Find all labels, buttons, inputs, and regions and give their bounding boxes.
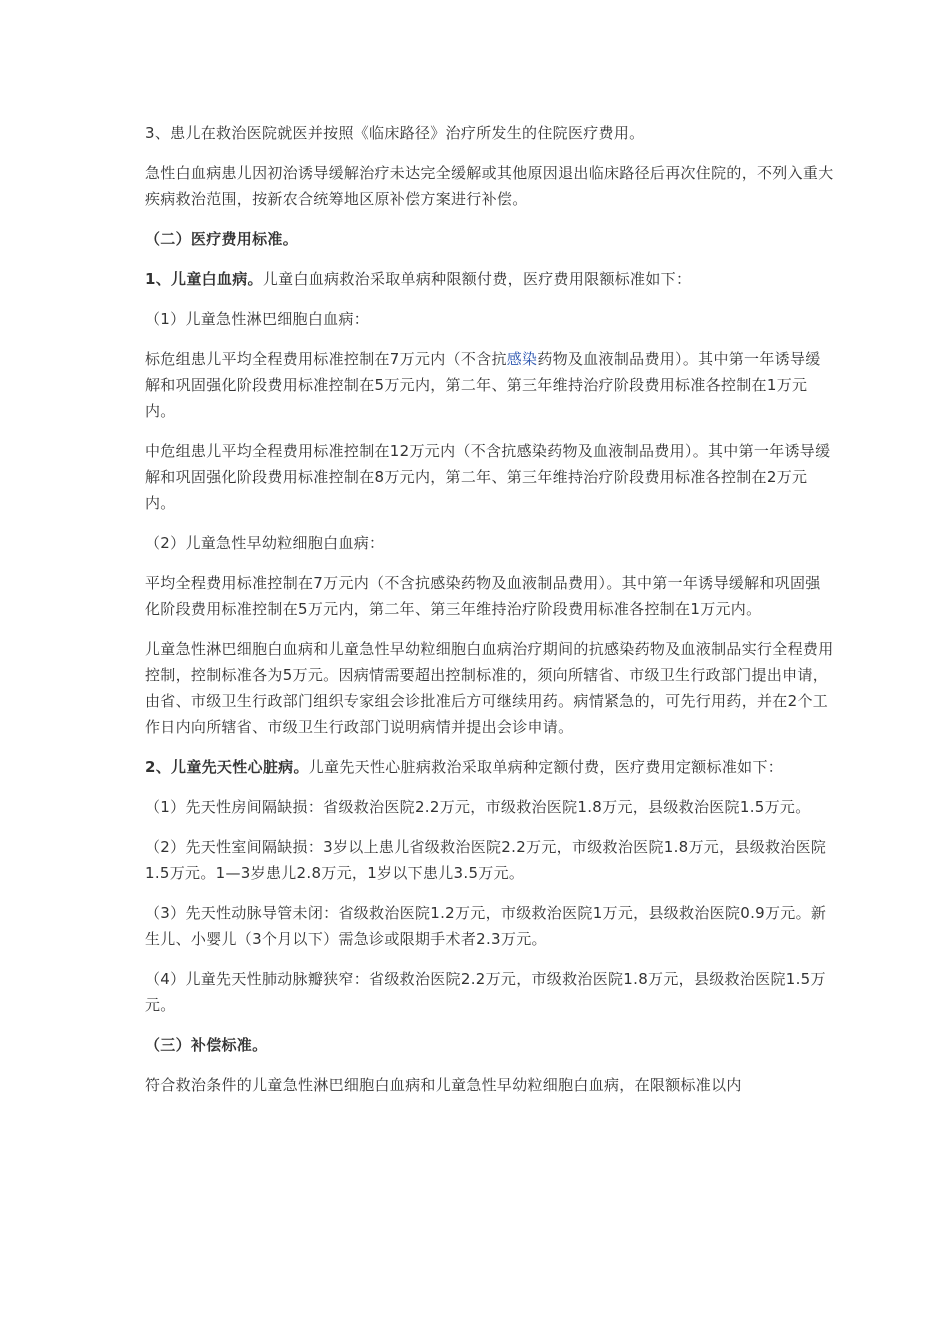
subheading-all: （1）儿童急性淋巴细胞白血病： xyxy=(145,310,370,328)
paragraph-exit-clinical-path: 急性白血病患儿因初治诱导缓解治疗未达完全缓解或其他原因退出临床路径后再次住院的，不列入重大疾病救治范围，按新农合统筹地区原补偿方案进行补偿。 xyxy=(145,164,834,208)
paragraph-item3-hospital-costs: 3、患儿在救治医院就医并按照《临床路径》治疗所发生的住院医疗费用。 xyxy=(145,124,645,142)
paragraph-pulmonary-stenosis: （4）儿童先天性肺动脉瓣狭窄：省级救治医院2.2万元，市级救治医院1.8万元，县级救治医院1.5万元。 xyxy=(145,970,826,1014)
paragraph-congenital-heart-disease xyxy=(145,754,835,780)
subheading-childhood-leukemia: 1、儿童白血病。 xyxy=(145,270,263,288)
paragraph-text: 标危组患儿平均全程费用标准控制在7万元内（不含抗 xyxy=(145,350,507,368)
paragraph-childhood-leukemia xyxy=(145,266,835,292)
subheading-congenital-heart-disease: 2、儿童先天性心脏病。 xyxy=(145,758,309,776)
keyword-link-infection[interactable]: 感染 xyxy=(506,350,538,368)
paragraph-anti-infection-control: 儿童急性淋巴细胞白血病和儿童急性早幼粒细胞白血病治疗期间的抗感染药物及血液制品实行全程费用控制，控制标准各为5万元。因病情需要超出控制标准的，须向所辖省、市级卫生行政部门提出申请，由省、市级卫生行政部门组织专家组会诊批准后方可继续用药。病情紧急的，可先行用药，并在2个工作日内向所辖省、市级卫生行政部门说明病情并提出会诊申请。 xyxy=(145,640,834,736)
paragraph-compensation-text: 符合救治条件的儿童急性淋巴细胞白血病和儿童急性早幼粒细胞白血病，在限额标准以内 xyxy=(145,1076,742,1094)
section-heading-compensation-standard: （三）补偿标准。 xyxy=(145,1036,268,1054)
paragraph-apl-cost: 平均全程费用标准控制在7万元内（不含抗感染药物及血液制品费用）。其中第一年诱导缓解和巩固强化阶段费用标准控制在5万元内，第二年、第三年维持治疗阶段费用标准各控制在1万元内。 xyxy=(145,574,821,618)
paragraph-pda: （3）先天性动脉导管未闭：省级救治医院1.2万元，市级救治医院1万元，县级救治医院0.9万元。新生儿、小婴儿（3个月以下）需急诊或限期手术者2.3万元。 xyxy=(145,904,827,948)
paragraph-text: 儿童先天性心脏病救治采取单病种定额付费，医疗费用定额标准如下： xyxy=(308,758,784,776)
paragraph-asd: （1）先天性房间隔缺损：省级救治医院2.2万元，市级救治医院1.8万元，县级救治医院1.5万元。 xyxy=(145,798,811,816)
paragraph-vsd: （2）先天性室间隔缺损：3岁以上患儿省级救治医院2.2万元，市级救治医院1.8万元，县级救治医院1.5万元。1—3岁患儿2.8万元，1岁以下患儿3.5万元。 xyxy=(145,838,827,882)
document-body xyxy=(145,120,835,1112)
section-heading-medical-cost-standard: （二）医疗费用标准。 xyxy=(145,230,299,248)
subheading-apl: （2）儿童急性早幼粒细胞白血病： xyxy=(145,534,385,552)
paragraph-intermediate-risk-group: 中危组患儿平均全程费用标准控制在12万元内（不含抗感染药物及血液制品费用）。其中第一年诱导缓解和巩固强化阶段费用标准控制在8万元内，第二年、第三年维持治疗阶段费用标准各控制在2万元内。 xyxy=(145,442,831,512)
paragraph-standard-risk-group xyxy=(145,346,835,424)
paragraph-text: 药物及血液制品费用）。其中第一年诱导缓解和巩固强化阶段费用标准控制在5万元内，第二年、第三年维持治疗阶段费用标准各控制在1万元内。 xyxy=(145,350,821,420)
paragraph-text: 儿童白血病救治采取单病种限额付费，医疗费用限额标准如下： xyxy=(262,270,692,288)
